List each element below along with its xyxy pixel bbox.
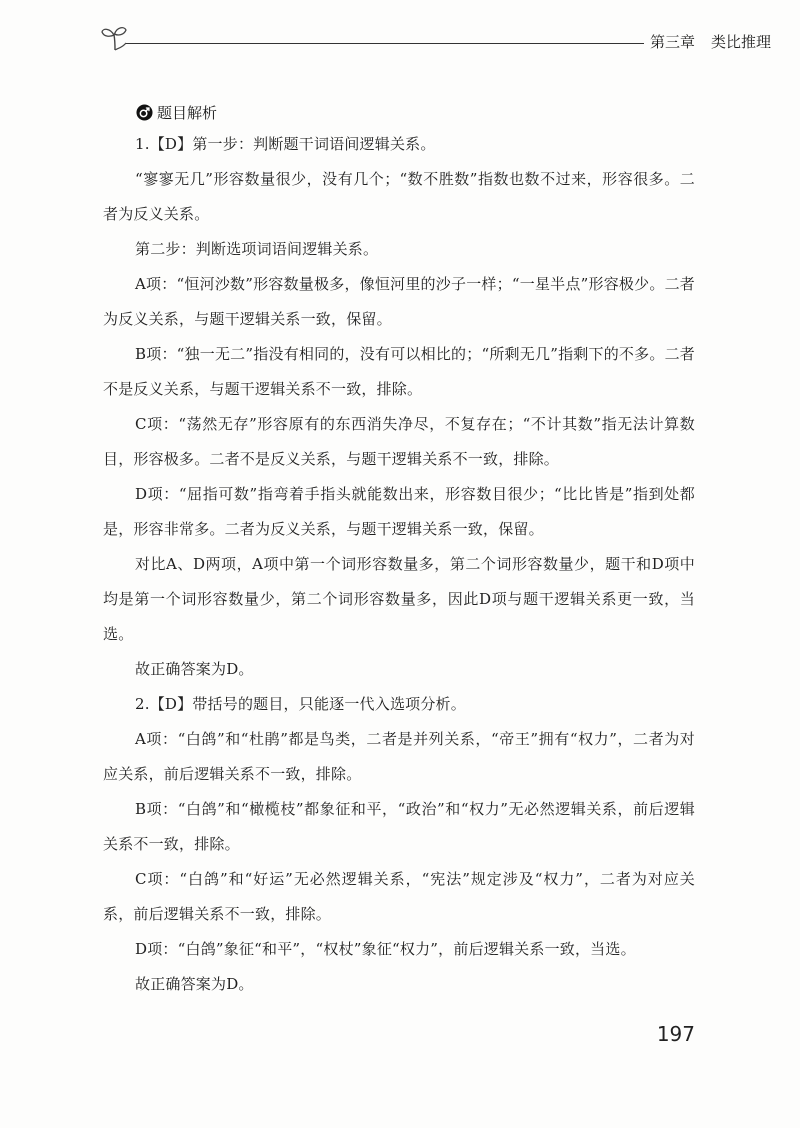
page-number: 197 <box>656 1022 695 1046</box>
answer-explanations <box>103 127 695 1002</box>
paragraph: B项：“白鸽”和“橄榄枝”都象征和平，“政治”和“权力”无必然逻辑关系，前后逻辑关系不一致，排除。 <box>103 800 695 853</box>
paragraph: C项：“荡然无存”形容原有的东西消失净尽，不复存在；“不计其数”指无法计算数目，形容极多。二者不是反义关系，与题干逻辑关系不一致，排除。 <box>103 415 695 468</box>
paragraph: “寥寥无几”形容数量很少，没有几个；“数不胜数”指数也数不过来，形容很多。二者为反义关系。 <box>103 170 695 223</box>
chapter-label <box>650 31 771 52</box>
magnifier-icon <box>136 104 153 121</box>
paragraph: 1.【D】第一步：判断题干词语间逻辑关系。 <box>135 135 436 153</box>
paragraph: 第二步：判断选项词语间逻辑关系。 <box>135 240 379 258</box>
paragraph: B项：“独一无二”指没有相同的，没有可以相比的；“所剩无几”指剩下的不多。二者不是反义关系，与题干逻辑关系不一致，排除。 <box>103 345 695 398</box>
paragraph: D项：“白鸽”象征“和平”，“权杖”象征“权力”，前后逻辑关系一致，当选。 <box>135 940 636 958</box>
paragraph: D项：“屈指可数”指弯着手指头就能数出来，形容数目很少；“比比皆是”指到处都是，形容非常多。二者为反义关系，与题干逻辑关系一致，保留。 <box>103 485 695 538</box>
chapter-number: 第三章 <box>650 33 696 51</box>
paragraph: 故正确答案为D。 <box>135 660 254 678</box>
page-header <box>100 22 772 62</box>
sprout-icon <box>100 22 130 52</box>
paragraph: A项：“白鸽”和“杜鹃”都是鸟类，二者是并列关系，“帝王”拥有“权力”，二者为对应关系，前后逻辑关系不一致，排除。 <box>103 730 695 783</box>
paragraph: C项：“白鸽”和“好运”无必然逻辑关系，“宪法”规定涉及“权力”，二者为对应关系，前后逻辑关系不一致，排除。 <box>103 870 695 923</box>
section-heading-text: 题目解析 <box>157 104 218 122</box>
paragraph: 故正确答案为D。 <box>135 975 254 993</box>
header-rule <box>126 43 644 44</box>
section-heading <box>136 102 217 123</box>
paragraph: A项：“恒河沙数”形容数量极多，像恒河里的沙子一样；“一星半点”形容极少。二者为反义关系，与题干逻辑关系一致，保留。 <box>103 275 695 328</box>
chapter-title: 类比推理 <box>711 33 772 51</box>
paragraph: 对比A、D两项，A项中第一个词形容数量多，第二个词形容数量少，题干和D项中均是第一个词形容数量少，第二个词形容数量多，因此D项与题干逻辑关系更一致，当选。 <box>103 555 695 643</box>
paragraph: 2.【D】带括号的题目，只能逐一代入选项分析。 <box>135 695 466 713</box>
